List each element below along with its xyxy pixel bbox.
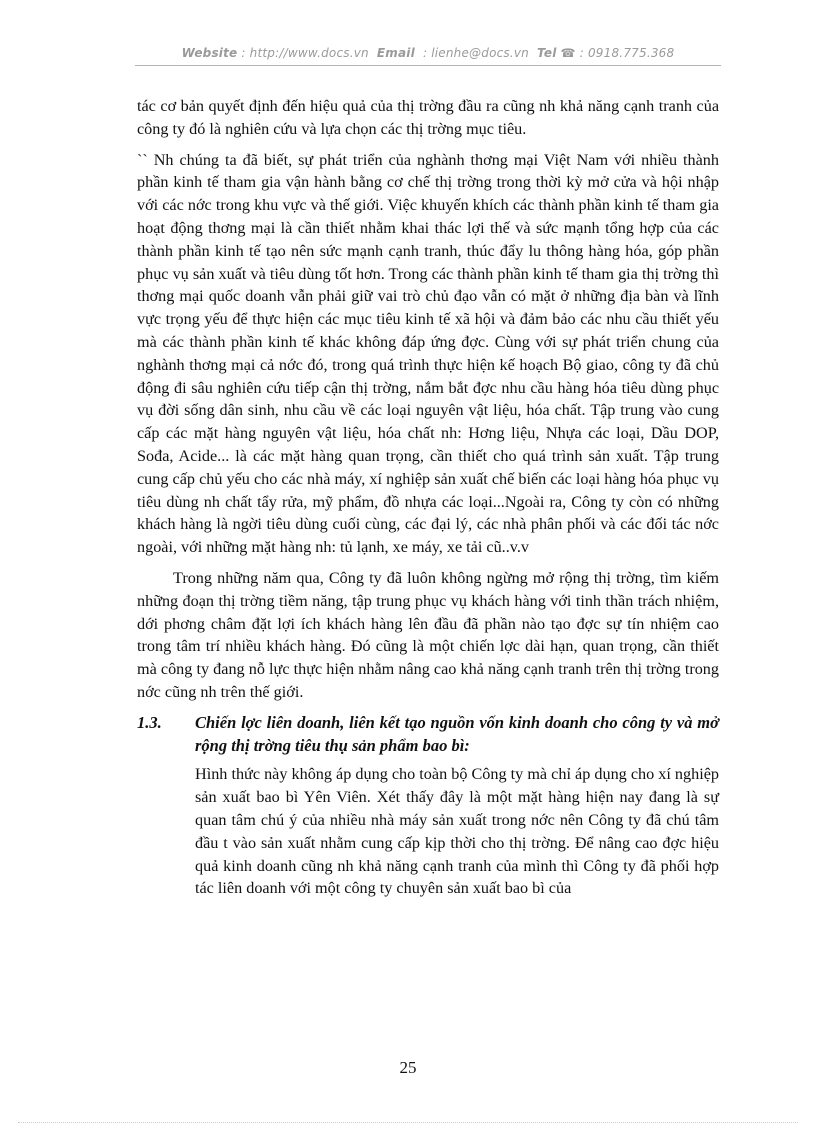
document-body	[137, 95, 719, 900]
paragraph-4: Hình thức này không áp dụng cho toàn bộ Công ty mà chỉ áp dụng cho xí nghiệp sản xuất bao bì Yên Viên. Xét thấy đây là một mặt hàng hiện nay đang là sự quan tâm chú ý của nhiều nhà máy sản xuất trong nớc nên Công ty đã chú tâm đầu t vào sản xuất nhằm cung cấp kịp thời cho thị trờng. Để nâng cao đợc hiệu quả kinh doanh cũng nh khả năng cạnh tranh của mình thì Công ty đã phối hợp tác liên doanh với một công ty chuyên sản xuất bao bì của	[195, 765, 719, 898]
website-value: : http://www.docs.vn	[241, 46, 369, 60]
page-header	[135, 46, 721, 60]
section-heading	[137, 712, 719, 758]
tel-value: ☎ : 0918.775.368	[560, 46, 675, 60]
paragraph-2: `` Nh chúng ta đã biết, sự phát triển của nghành thơng mại Việt Nam với nhiều thành phần kinh tế tham gia vận hành bằng cơ chế thị trờng trong thời kỳ mở cửa và hội nhập với các nớc trong khu vực và thế giới. Việc khuyến khích các thành phần kinh tế tham gia hoạt động thơng mại là cần thiết nhằm khai thác lợi thế và sức mạnh tổng hợp của các thành phần kinh tế tạo nên sức mạnh cạnh tranh, thúc đẩy lu thông hàng hóa, góp phần phục vụ sản xuất và tiêu dùng tốt hơn. Trong các thành phần kinh tế tham gia thị trờng thì thơng mại quốc doanh vẫn phải giữ vai trò chủ đạo vẫn có mặt ở những địa bàn và lĩnh vực trọng yếu để thực hiện các mục tiêu kinh tế xã hội và đảm bảo các nhu cầu thiết yếu mà các thành phần kinh tế khác không đáp ứng đợc. Cùng với sự phát triển chung của nghành thơng mại cả nớc đó, trong quá trình thực hiện kế hoạch Bộ giao, công ty đã chủ động đi sâu nghiên cứu tiếp cận thị trờng, nắm bắt đợc nhu cầu hàng hóa tiêu dùng phục vụ đời sống dân sinh, nhu cầu về các loại nguyên vật liệu, hóa chất. Tập trung vào cung cấp các mặt hàng nguyên vật liệu, hóa chất nh: Hơng liệu, Nhựa các loại, Dầu DOP, Sođa, Acide... là các mặt hàng quan trọng, cần thiết cho quá trình sản xuất. Tập trung cung cấp chủ yếu cho các nhà máy, xí nghiệp sản xuất chế biến các loại hàng hóa phục vụ tiêu dùng nh chất tẩy rửa, mỹ phẩm, đồ nhựa các loại...Ngoài ra, Công ty còn có những khách hàng là ngời tiêu dùng cuối cùng, các đại lý, các nhà phân phối và các đối tác nớc ngoài, với những mặt hàng nh: tủ lạnh, xe máy, xe tải cũ..v.v	[137, 150, 719, 557]
section-number: 1.3.	[137, 712, 162, 732]
tel-label: Tel	[537, 46, 557, 60]
header-rule	[135, 65, 721, 66]
website-label: Website	[181, 46, 238, 60]
section-title: Chiến lợc liên doanh, liên kết tạo nguồn vốn kinh doanh cho công ty và mở rộng thị trờng tiêu thụ sản phẩm bao bì:	[195, 712, 719, 755]
email-label: Email	[376, 46, 415, 60]
page-number: 25	[399, 1058, 417, 1077]
paragraph-1: tác cơ bản quyết định đến hiệu quả của thị trờng đầu ra cũng nh khả năng cạnh tranh của công ty đó là nghiên cứu và lựa chọn các thị trờng mục tiêu.	[137, 97, 719, 138]
email-value: : lienhe@docs.vn	[422, 46, 529, 60]
paragraph-3: Trong những năm qua, Công ty đã luôn không ngừng mở rộng thị trờng, tìm kiếm những đoạn thị trờng tiềm năng, tập trung phục vụ khách hàng với tinh thần trách nhiệm, dới phơng châm đặt lợi ích khách hàng lên đầu đã phần nào tạo đợc sự tín nhiệm cao trong tâm trí nhiều khách hàng. Đó cũng là một chiến lợc dài hạn, quan trọng, cần thiết mà công ty đang nỗ lực thực hiện nhằm nâng cao khả năng cạnh tranh trên thị trờng trong nớc cũng nh trên thế giới.	[137, 568, 719, 701]
